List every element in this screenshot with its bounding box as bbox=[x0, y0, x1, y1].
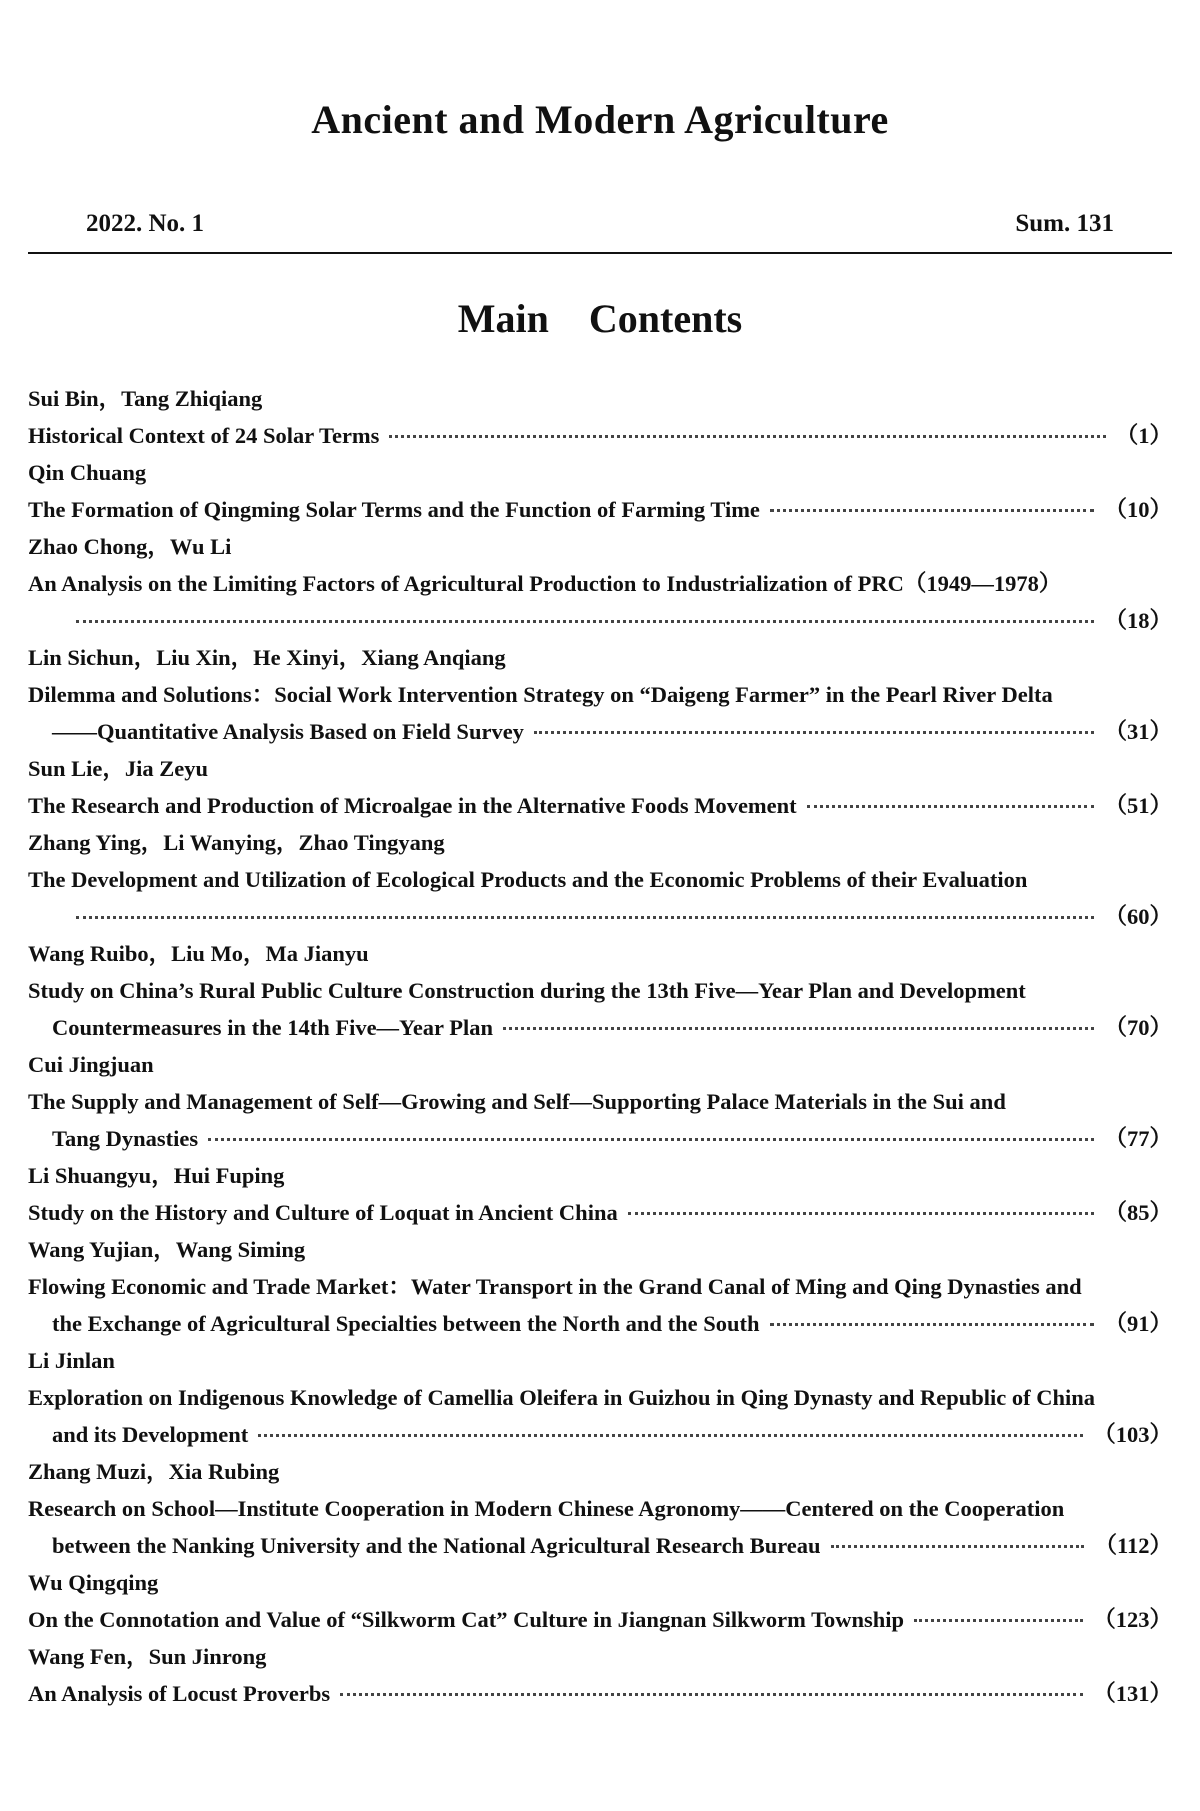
toc-entry[interactable] bbox=[28, 935, 1172, 1046]
toc-title-line: Study on China’s Rural Public Culture Construction during the 13th Five—Year Plan and Development bbox=[28, 978, 1026, 1003]
cumulative-number: Sum. 131 bbox=[1015, 210, 1114, 237]
toc-title-line: and its Development bbox=[52, 1422, 249, 1447]
dot-leader bbox=[914, 1619, 1083, 1622]
toc-title-line: The Development and Utilization of Ecological Products and the Economic Problems of their Evaluation bbox=[28, 867, 1028, 892]
issue-row bbox=[86, 210, 1114, 240]
toc-title-line: Historical Context of 24 Solar Terms bbox=[28, 423, 380, 448]
dot-leader bbox=[628, 1212, 1095, 1215]
toc-title-line: Study on the History and Culture of Loquat in Ancient China bbox=[28, 1200, 618, 1225]
toc-authors: Wang Yujian，Wang Siming bbox=[28, 1237, 306, 1262]
toc-page-number: （70） bbox=[1104, 1015, 1172, 1040]
toc-entry[interactable] bbox=[28, 1453, 1172, 1564]
dot-leader bbox=[534, 731, 1095, 734]
toc-title-line: An Analysis on the Limiting Factors of Agricultural Production to Industrialization of PRC（1949—1978） bbox=[28, 571, 1062, 596]
toc-title-line: On the Connotation and Value of “Silkworm Cat” Culture in Jiangnan Silkworm Township bbox=[28, 1607, 905, 1632]
toc-entry[interactable] bbox=[28, 1342, 1172, 1453]
toc-authors: Wu Qingqing bbox=[28, 1570, 159, 1595]
toc-title-line: The Supply and Management of Self—Growing and Self—Supporting Palace Materials in the Sui and bbox=[28, 1089, 1006, 1114]
toc-title-line: Exploration on Indigenous Knowledge of Camellia Oleifera in Guizhou in Qing Dynasty and Republic of China bbox=[28, 1385, 1096, 1410]
toc-page-number: （51） bbox=[1104, 793, 1172, 818]
toc-authors: Lin Sichun，Liu Xin，He Xinyi，Xiang Anqiang bbox=[28, 645, 506, 670]
dot-leader bbox=[258, 1434, 1083, 1437]
toc-entry[interactable] bbox=[28, 380, 1172, 454]
toc-entry[interactable] bbox=[28, 1231, 1172, 1342]
dot-leader bbox=[208, 1138, 1094, 1141]
toc-title-line: ——Quantitative Analysis Based on Field Survey bbox=[52, 719, 524, 744]
toc-title-line: Flowing Economic and Trade Market：Water Transport in the Grand Canal of Ming and Qing Dynasties and bbox=[28, 1274, 1082, 1299]
toc-entry[interactable] bbox=[28, 528, 1172, 639]
dot-leader bbox=[389, 435, 1105, 438]
dot-leader bbox=[807, 805, 1095, 808]
toc-authors: Wang Fen，Sun Jinrong bbox=[28, 1644, 267, 1669]
toc-entry[interactable] bbox=[28, 454, 1172, 528]
toc-page-number: （131） bbox=[1093, 1681, 1172, 1706]
toc-page-number: （85） bbox=[1104, 1200, 1172, 1225]
toc-authors: Sun Lie，Jia Zeyu bbox=[28, 756, 209, 781]
dot-leader bbox=[831, 1545, 1085, 1548]
toc-authors: Cui Jingjuan bbox=[28, 1052, 154, 1077]
toc-title-line: The Formation of Qingming Solar Terms and the Function of Farming Time bbox=[28, 497, 760, 522]
journal-title: Ancient and Modern Agriculture bbox=[311, 97, 889, 142]
toc-authors: Sui Bin，Tang Zhiqiang bbox=[28, 386, 263, 411]
toc-title-line: Countermeasures in the 14th Five—Year Plan bbox=[52, 1015, 494, 1040]
toc-entry[interactable] bbox=[28, 1046, 1172, 1157]
toc-authors: Zhang Muzi，Xia Rubing bbox=[28, 1459, 280, 1484]
toc-page-number: （1） bbox=[1115, 423, 1172, 448]
toc-title-line: between the Nanking University and the National Agricultural Research Bureau bbox=[52, 1533, 821, 1558]
contents-heading: Main Contents bbox=[457, 296, 743, 341]
dot-leader bbox=[340, 1693, 1083, 1696]
toc-page-number: （123） bbox=[1093, 1607, 1172, 1632]
toc-entry[interactable] bbox=[28, 1157, 1172, 1231]
toc-page-number: （91） bbox=[1104, 1311, 1172, 1336]
toc-page-number: （60） bbox=[1104, 904, 1172, 929]
toc-authors: Li Jinlan bbox=[28, 1348, 115, 1373]
issue-number: 2022. No. 1 bbox=[86, 210, 205, 237]
toc-title-line: the Exchange of Agricultural Specialties between the North and the South bbox=[52, 1311, 760, 1336]
toc-page-number: （103） bbox=[1093, 1422, 1172, 1447]
toc-page-number: （18） bbox=[1104, 608, 1172, 633]
toc-authors: Li Shuangyu，Hui Fuping bbox=[28, 1163, 285, 1188]
toc-page-number: （31） bbox=[1104, 719, 1172, 744]
dot-leader bbox=[770, 509, 1095, 512]
toc-authors: Wang Ruibo，Liu Mo，Ma Jianyu bbox=[28, 941, 369, 966]
toc-page-number: （77） bbox=[1104, 1126, 1172, 1151]
toc-title-line: Research on School—Institute Cooperation in Modern Chinese Agronomy——Centered on the Cooperation bbox=[28, 1496, 1065, 1521]
toc-authors: Zhang Ying，Li Wanying，Zhao Tingyang bbox=[28, 830, 445, 855]
dot-leader bbox=[76, 916, 1094, 919]
toc-entry[interactable] bbox=[28, 1638, 1172, 1712]
toc-entry[interactable] bbox=[28, 824, 1172, 935]
toc-entry[interactable] bbox=[28, 1564, 1172, 1638]
toc-authors: Qin Chuang bbox=[28, 460, 147, 485]
dot-leader bbox=[76, 620, 1094, 623]
dot-leader bbox=[503, 1027, 1094, 1030]
toc-page-number: （112） bbox=[1094, 1533, 1172, 1558]
toc-entry[interactable] bbox=[28, 750, 1172, 824]
header-rule bbox=[28, 252, 1172, 254]
table-of-contents bbox=[28, 380, 1172, 1712]
toc-authors: Zhao Chong，Wu Li bbox=[28, 534, 232, 559]
toc-entry[interactable] bbox=[28, 639, 1172, 750]
toc-title-line: An Analysis of Locust Proverbs bbox=[28, 1681, 331, 1706]
toc-title-line: Dilemma and Solutions：Social Work Intervention Strategy on “Daigeng Farmer” in the Pearl River Delta bbox=[28, 682, 1053, 707]
toc-page-number: （10） bbox=[1104, 497, 1172, 522]
toc-title-line: Tang Dynasties bbox=[52, 1126, 199, 1151]
dot-leader bbox=[770, 1323, 1095, 1326]
toc-title-line: The Research and Production of Microalgae in the Alternative Foods Movement bbox=[28, 793, 797, 818]
